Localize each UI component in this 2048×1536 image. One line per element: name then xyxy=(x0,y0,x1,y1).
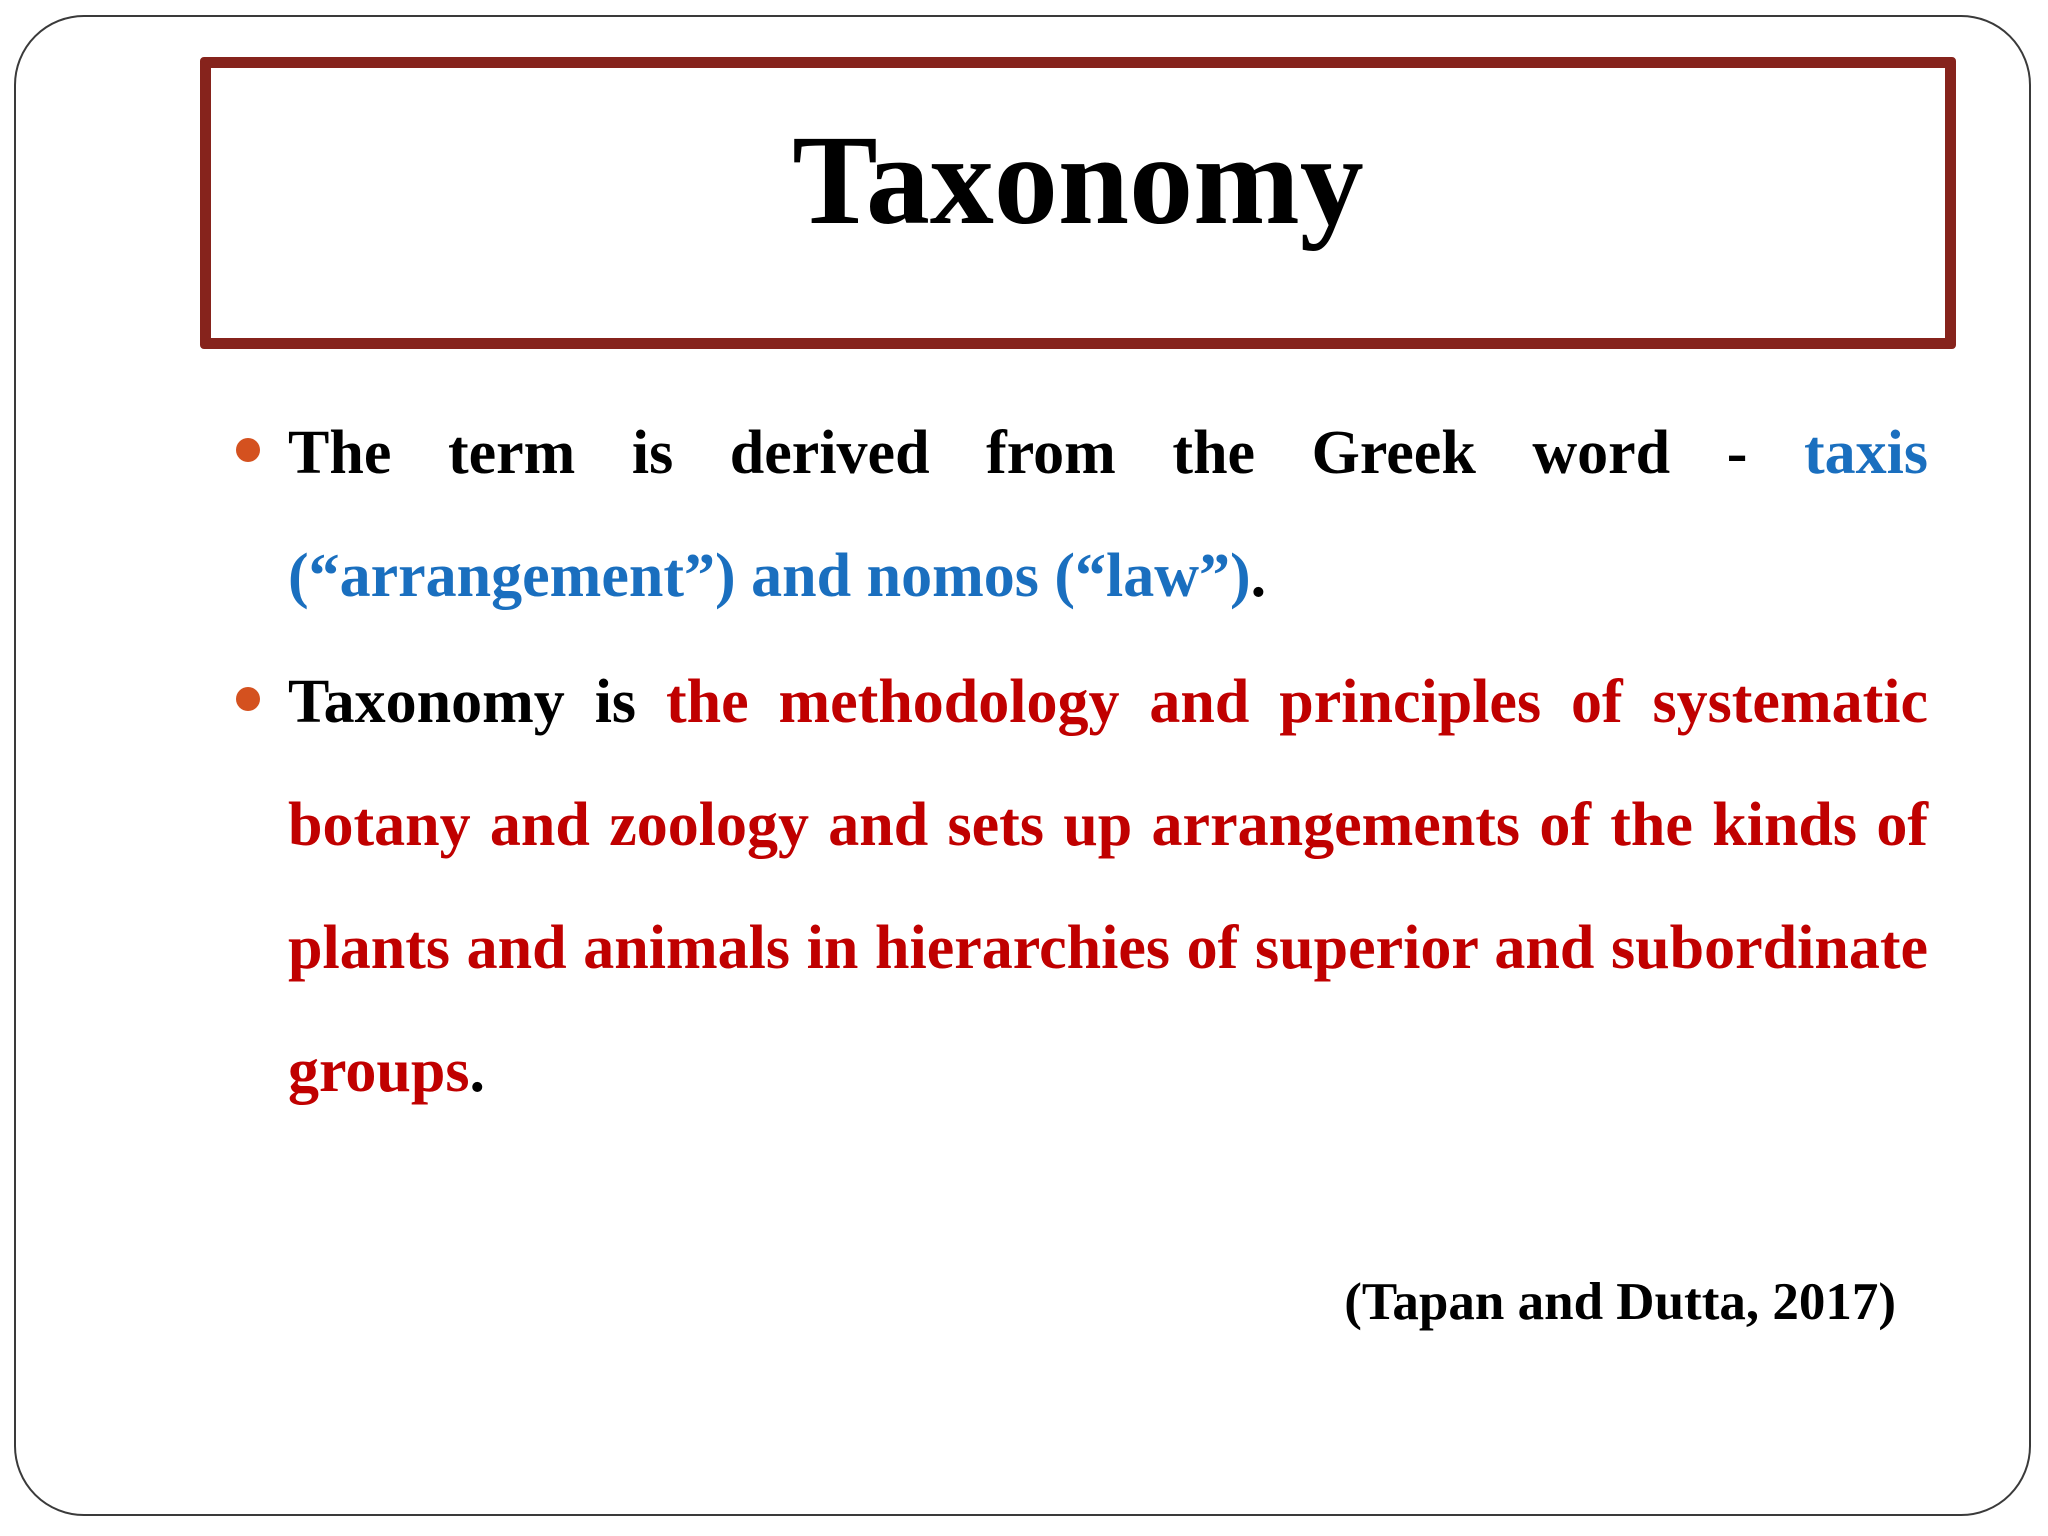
bullet-highlight-text: the methodology and principles of systematic botany and zoology and sets up arrangements of the kinds of plants and animals in hierarchies of superior and subordinate groups xyxy=(288,668,1928,1105)
bullet-highlight-text: taxis (“arrangement”) and nomos (“law”) xyxy=(288,419,1928,610)
bullet-tail-text: . xyxy=(469,1037,485,1105)
citation: (Tapan and Dutta, 2017) xyxy=(1344,1273,1896,1331)
bullet-tail-text: . xyxy=(1250,542,1267,610)
title-box xyxy=(200,57,1956,349)
bullet-list xyxy=(236,392,1928,1136)
bullet-dot-icon xyxy=(236,438,260,462)
bullet-item-etymology xyxy=(236,392,1928,638)
bullet-item-definition xyxy=(236,641,1928,1133)
slide-title: Taxonomy xyxy=(792,109,1364,251)
bullet-lead-text: The term is derived from the Greek word - xyxy=(288,419,1804,487)
bullet-lead-text: Taxonomy is xyxy=(288,668,666,736)
bullet-dot-icon xyxy=(236,687,260,711)
